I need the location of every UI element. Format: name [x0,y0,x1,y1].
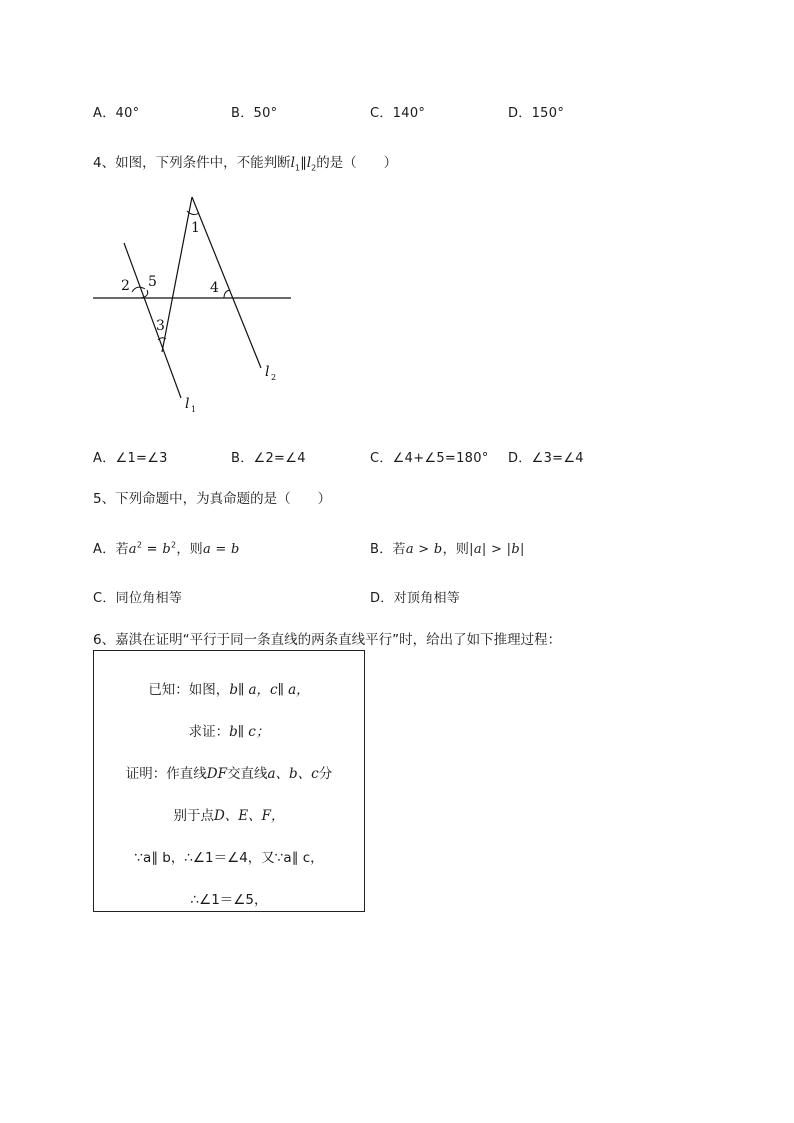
q4-option-b: B．∠2=∠4 [231,451,306,466]
angle-label-1: 1 [191,220,200,236]
q4-l1: l [290,155,295,171]
proof-points-math: D、E、F， [213,808,285,824]
q5-b-math2: |a| > |b| [469,542,525,557]
line-l2 [192,197,261,368]
proof-construct-suffix: 分 [318,766,333,782]
q5-option-a [93,538,240,557]
line-label-l1: l [185,396,190,412]
q4-option-c: C．∠4+∠5=180° [370,451,489,466]
q5-b-prefix: B．若 [370,542,406,557]
proof-line-given [94,678,364,698]
proof-prove-math: b∥ c； [229,724,270,740]
proof-construct-mid: 交直线 [226,766,268,782]
q5-a-sup2: 2 [170,540,177,550]
q5-a-sup1: 2 [136,540,143,550]
q5-a-math4: a = b [202,542,240,557]
proof-construct-math: DF [206,766,227,782]
proof-line-step1: ∵a∥ b，∴∠1＝∠4，又∵a∥ c， [134,850,324,866]
proof-given-math: b∥ a，c∥ a， [229,682,310,698]
q5-stem: 5、下列命题中，为真命题的是（ ） [93,491,332,507]
q5-b-mid: ，则 [442,542,470,557]
crossing-line [162,197,192,352]
line-l1 [124,243,181,398]
angle-label-2: 2 [121,278,130,294]
line-label-l1-sub: 1 [191,405,197,414]
q4-l2-sub: 2 [311,163,317,173]
q5-a-eq: = [142,542,163,557]
q4-parallel: ∥ [300,155,307,171]
angle-label-4: 4 [210,280,219,296]
angle-4-arc [224,290,230,298]
q5-b-math1: a > b [405,542,443,557]
proof-given-prefix: 已知：如图， [148,682,230,698]
proof-points-prefix: 别于点 [173,808,214,824]
q4-stem-suffix: 的是（ ） [316,155,398,171]
q6-proof-box [93,650,365,912]
q5-a-mid: ，则 [176,542,203,557]
q5-option-b [370,538,525,557]
q5-a-math3: b [162,542,171,557]
q4-l2: l [306,155,312,171]
proof-prove-prefix: 求证： [188,724,230,740]
q5-a-prefix: A．若 [93,542,129,557]
proof-construct-prefix: 证明：作直线 [125,766,207,782]
q3-option-b: B．50° [231,106,278,121]
proof-line-prove [94,720,364,740]
q5-option-d: D．对顶角相等 [370,591,461,606]
proof-line-step2: ∴∠1＝∠5， [190,892,268,908]
q3-option-d: D．150° [508,106,565,121]
angle-label-3: 3 [156,318,165,334]
line-label-l2-sub: 2 [271,373,277,382]
proof-line-construct [94,762,364,782]
q5-option-c: C．同位角相等 [93,591,183,606]
q4-option-a: A．∠1=∠3 [93,451,168,466]
angle-2-arc [132,287,145,292]
q6-stem: 6、嘉淇在证明“平行于同一条直线的两条直线平行”时，给出了如下推理过程： [93,632,562,648]
q3-option-c: C．140° [370,106,426,121]
q5-a-math1: a [128,542,137,557]
q4-figure [0,0,794,430]
proof-construct-math2: a、b、c [267,766,319,782]
q4-option-d: D．∠3=∠4 [508,451,584,466]
q3-option-a: A．40° [93,106,140,121]
angle-label-5: 5 [148,274,157,290]
proof-line-points [94,804,364,824]
line-label-l2: l [265,364,270,380]
q4-l1-sub: 1 [294,163,301,173]
q4-stem-prefix: 4、如图，下列条件中，不能判断 [93,155,291,171]
